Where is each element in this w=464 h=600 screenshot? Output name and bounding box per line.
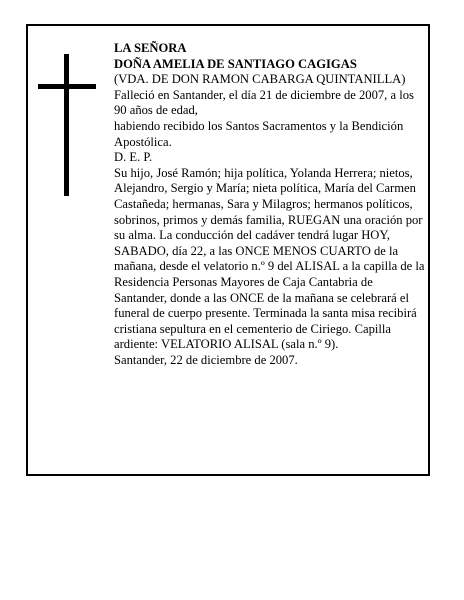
- cross-vertical-bar: [64, 54, 69, 196]
- cross-icon: [38, 54, 96, 196]
- deceased-name: DOÑA AMELIA DE SANTIAGO CAGIGAS: [114, 56, 357, 71]
- death-line: Falleció en Santander, el día 21 de diciembre de 2007, a los 90 años de edad,: [114, 87, 414, 118]
- dateline: Santander, 22 de diciembre de 2007.: [114, 352, 298, 367]
- obituary-text: [114, 41, 426, 368]
- sacraments-line: habiendo recibido los Santos Sacramentos y la Bendición Apostólica.: [114, 118, 404, 149]
- widow-of-line: (VDA. DE DON RAMON CABARGA QUINTANILLA): [114, 72, 406, 87]
- title-line-1: LA SEÑORA: [114, 41, 187, 55]
- notice-body: Su hijo, José Ramón; hija política, Yolanda Herrera; nietos, Alejandro, Sergio y María; nieta política, María del Carmen Castañeda; hermanas, Sara y Milagros; hermanos políticos, sobrinos, primos y demás familia, RUEGAN una oración por su alma. La conducción del cadáver tendrá lugar HOY, SABADO, día 22, a las ONCE MENOS CUARTO de la mañana, desde el velatorio n.º 9 del ALISAL a la capilla de la Residencia Personas Mayores de Caja Cantabria de Santander, donde a las ONCE de la mañana se celebrará el funeral de cuerpo presente. Terminada la santa misa recibirá cristiana sepultura en el cementerio de Ciriego. Capilla ardiente: VELATORIO ALISAL (sala n.º 9).: [114, 165, 425, 352]
- cross-horizontal-bar: [38, 84, 96, 89]
- rip-line: D. E. P.: [114, 150, 153, 165]
